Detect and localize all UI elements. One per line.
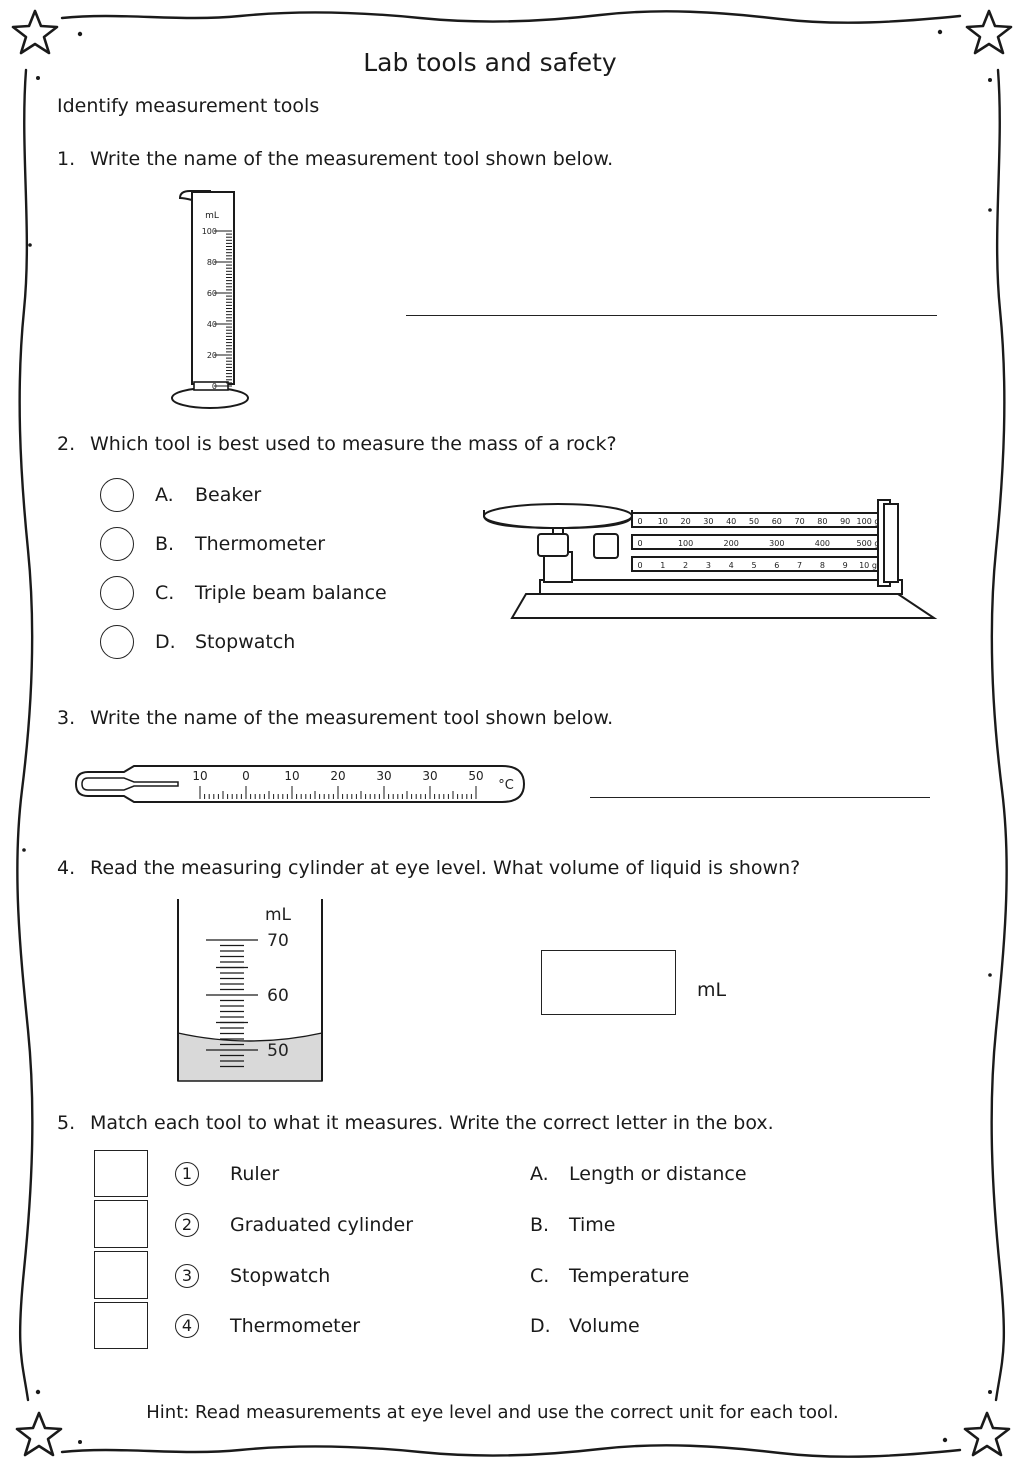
question-number: 5. xyxy=(57,1112,76,1134)
measure-letter-c: C. xyxy=(530,1265,550,1287)
tool-number-1: 1 xyxy=(175,1162,199,1186)
beam-scale-label: 10 xyxy=(657,517,668,526)
beam-scale-label: 8 xyxy=(819,561,825,570)
option-c-letter: C. xyxy=(155,582,175,604)
option-c-radio[interactable] xyxy=(100,576,134,610)
cylinder-scale-label: 70 xyxy=(267,931,289,951)
measure-letter-d: D. xyxy=(530,1315,551,1337)
beam-scale-label: 0 xyxy=(637,561,643,570)
beam-scale-label: 30 xyxy=(703,517,714,526)
question-2 xyxy=(57,433,617,455)
thermometer-unit-label: °C xyxy=(498,778,514,793)
scale-label: 0 xyxy=(211,382,217,391)
tool-name-4: Thermometer xyxy=(230,1315,361,1337)
question-1 xyxy=(57,148,613,170)
question-text: Write the name of the measurement tool shown below. xyxy=(90,707,614,729)
beam-scale-label: 60 xyxy=(771,517,782,526)
beam-scale-label: 4 xyxy=(728,561,734,570)
measure-letter-a: A. xyxy=(530,1163,549,1185)
scale-label: 40 xyxy=(206,320,217,329)
cylinder-unit-label: mL xyxy=(205,211,219,221)
graduated-cylinder-illustration xyxy=(170,186,260,416)
volume-answer-box[interactable] xyxy=(541,950,676,1015)
scale-label: 100 xyxy=(201,227,217,236)
thermometer-scale-label: 50 xyxy=(468,769,484,783)
tool-number-2: 2 xyxy=(175,1213,199,1237)
beam-scale-label: 1 xyxy=(660,561,666,570)
question-5 xyxy=(57,1112,774,1134)
section-subtitle: Identify measurement tools xyxy=(57,95,320,117)
thermometer-illustration xyxy=(74,762,528,806)
cylinder-scale-label: 50 xyxy=(267,1041,289,1061)
beam-scale-label: 0 xyxy=(637,539,643,548)
answer-unit: mL xyxy=(697,979,727,1001)
measure-text-a: Length or distance xyxy=(569,1163,747,1185)
option-b-letter: B. xyxy=(155,533,175,555)
tool-name-3: Stopwatch xyxy=(230,1265,331,1287)
option-a-letter: A. xyxy=(155,484,174,506)
question-number: 1. xyxy=(57,148,76,170)
measure-letter-b: B. xyxy=(530,1214,550,1236)
beam-scale-label: 100 xyxy=(677,539,694,548)
option-d-letter: D. xyxy=(155,631,176,653)
cylinder-unit-label: mL xyxy=(264,905,292,925)
measure-text-b: Time xyxy=(569,1214,616,1236)
option-b-radio[interactable] xyxy=(100,527,134,561)
tool-number-3: 3 xyxy=(175,1264,199,1288)
beam-scale-label: 3 xyxy=(705,561,711,570)
question-text: Match each tool to what it measures. Write the correct letter in the box. xyxy=(90,1112,774,1134)
scale-label: 20 xyxy=(206,351,217,360)
beam-scale-label: 80 xyxy=(817,517,828,526)
beam-scale-label: 100 g xyxy=(856,517,880,526)
question-number: 2. xyxy=(57,433,76,455)
option-d-radio[interactable] xyxy=(100,625,134,659)
beam-scale-label: 90 xyxy=(840,517,851,526)
option-c-text: Triple beam balance xyxy=(195,582,387,604)
cylinder-scale-label: 60 xyxy=(267,986,289,1006)
option-a-text: Beaker xyxy=(195,484,262,506)
question-number: 4. xyxy=(57,857,76,879)
tool-number-4: 4 xyxy=(175,1314,199,1338)
beam-scale-label: 40 xyxy=(726,517,737,526)
question-3 xyxy=(57,707,613,729)
beam-scale-label: 10 g xyxy=(859,561,877,570)
tool-name-1: Ruler xyxy=(230,1163,280,1185)
beam-scale-label: 300 xyxy=(769,539,785,548)
thermometer-scale-label: 10 xyxy=(192,769,208,783)
thermometer-scale-label: 10 xyxy=(284,769,300,783)
beam-scale-label: 5 xyxy=(751,561,757,570)
thermometer-scale-label: 0 xyxy=(242,769,250,783)
question-text: Write the name of the measurement tool shown below. xyxy=(90,148,614,170)
beam-scale-label: 500 g xyxy=(856,539,880,548)
scale-label: 80 xyxy=(206,258,217,267)
question-text: Read the measuring cylinder at eye level. What volume of liquid is shown? xyxy=(90,857,801,879)
beam-scale-label: 9 xyxy=(842,561,848,570)
question-text: Which tool is best used to measure the mass of a rock? xyxy=(90,433,617,455)
beam-scale-label: 50 xyxy=(748,517,760,526)
tool-name-2: Graduated cylinder xyxy=(230,1214,414,1236)
answer-line-3[interactable] xyxy=(590,797,930,798)
beam-scale-label: 200 xyxy=(723,539,739,548)
match-answer-box-3[interactable] xyxy=(94,1251,148,1299)
measure-text-c: Temperature xyxy=(569,1265,690,1287)
thermometer-scale-label: 20 xyxy=(330,769,346,783)
measuring-cylinder-closeup xyxy=(170,895,330,1085)
question-4 xyxy=(57,857,800,879)
option-b-text: Thermometer xyxy=(195,533,326,555)
beam-scale-label: 70 xyxy=(794,517,805,526)
match-answer-box-1[interactable] xyxy=(94,1150,148,1197)
beam-scale-label: 400 xyxy=(814,539,831,548)
beam-scale-label: 20 xyxy=(680,517,691,526)
thermometer-scale-label: 30 xyxy=(422,769,438,783)
beam-scale-label: 6 xyxy=(774,561,780,570)
option-a-radio[interactable] xyxy=(100,478,134,512)
scale-label: 60 xyxy=(206,289,217,298)
answer-line-1[interactable] xyxy=(406,315,937,316)
page-title: Lab tools and safety xyxy=(363,48,617,77)
option-d-text: Stopwatch xyxy=(195,631,296,653)
match-answer-box-2[interactable] xyxy=(94,1200,148,1248)
match-answer-box-4[interactable] xyxy=(94,1302,148,1349)
beam-scale-label: 2 xyxy=(683,561,689,570)
triple-beam-balance-illustration xyxy=(478,482,940,624)
hint-text: Hint: Read measurements at eye level and use the correct unit for each tool. xyxy=(146,1402,839,1423)
question-number: 3. xyxy=(57,707,76,729)
beam-scale-label: 0 xyxy=(637,517,643,526)
beam-scale-label: 7 xyxy=(797,561,803,570)
measure-text-d: Volume xyxy=(569,1315,640,1337)
thermometer-scale-label: 30 xyxy=(376,769,392,783)
